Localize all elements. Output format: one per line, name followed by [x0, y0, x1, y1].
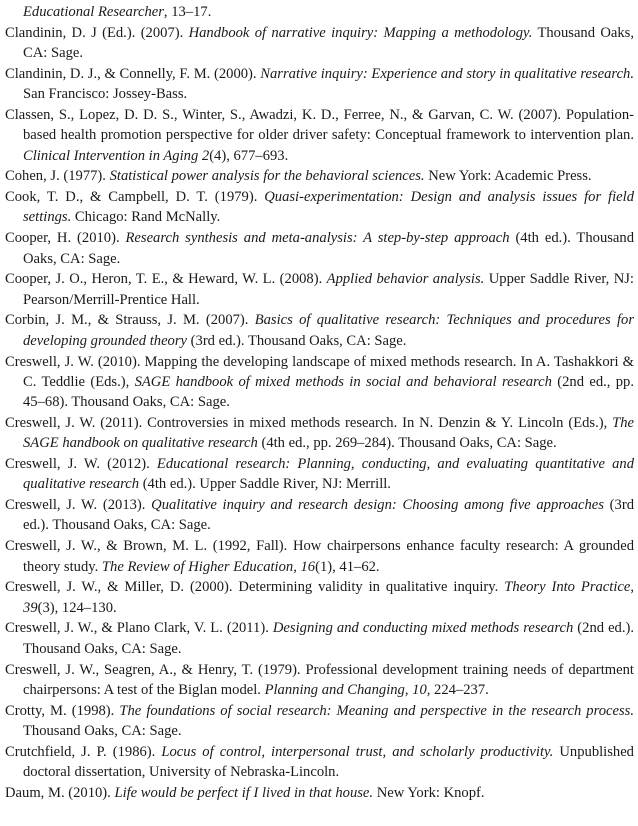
reference-text: Cohen, J. (1977).	[5, 168, 110, 185]
reference-entry	[5, 413, 634, 454]
reference-text: ,	[404, 681, 413, 698]
reference-entry	[5, 166, 634, 186]
reference-title-italic: 10,	[412, 681, 431, 698]
reference-title-italic: 39	[23, 599, 38, 616]
reference-text: Upper Saddle River, NJ: Pearson/Merrill-Prentice Hall.	[23, 271, 634, 308]
reference-title-italic: The foundations of social research: Meaning and perspective in the research process.	[119, 702, 634, 719]
reference-title-italic: Qualitative inquiry and research design: Choosing among five approaches	[151, 497, 604, 514]
reference-entry	[5, 352, 634, 413]
reference-entry	[5, 783, 634, 803]
reference-text: Cooper, J. O., Heron, T. E., & Heward, W. L. (2008).	[5, 271, 327, 288]
reference-text: Thousand Oaks, CA: Sage.	[23, 24, 634, 62]
reference-entry	[5, 742, 634, 783]
reference-text: (4th ed.). Upper Saddle River, NJ: Merrill.	[139, 476, 391, 493]
reference-text: Thousand Oaks, CA: Sage.	[23, 722, 182, 739]
reference-entry-continued	[5, 2, 634, 22]
reference-text: Crutchfield, J. P. (1986).	[5, 743, 162, 760]
reference-entry	[5, 228, 634, 269]
reference-text: Corbin, J. M., & Strauss, J. M. (2007).	[5, 312, 255, 329]
reference-text: Daum, M. (2010).	[5, 784, 115, 801]
reference-list	[5, 2, 634, 803]
reference-text: Cook, T. D., & Campbell, D. T. (1979).	[5, 189, 265, 206]
reference-title-italic: SAGE handbook of mixed methods in social and behavioral research	[134, 373, 552, 390]
reference-title-italic: Clinical Intervention in Aging 2	[23, 147, 210, 164]
reference-entry	[5, 495, 634, 536]
reference-title-italic: The Review of Higher Education, 16	[101, 558, 316, 575]
reference-title-italic: Basics of qualitative research: Techniques and procedures for developing grounded theory	[23, 312, 634, 349]
reference-title-italic: Applied behavior analysis.	[326, 271, 485, 288]
reference-text: San Francisco: Jossey-Bass.	[23, 86, 188, 103]
reference-text: Creswell, J. W., Seagren, A., & Henry, T. (1979). Professional development training needs of department chairpersons: A test of the Biglan model.	[5, 661, 634, 698]
reference-title-italic: Research synthesis and meta-analysis: A step-by-step approach	[125, 230, 510, 247]
reference-text: New York: Knopf.	[373, 784, 485, 801]
reference-entry	[5, 64, 634, 105]
reference-text: Crotty, M. (1998).	[5, 702, 120, 719]
reference-title-italic: Designing and conducting mixed methods research	[272, 620, 574, 637]
reference-title-italic: Educational Researcher	[23, 4, 164, 20]
reference-text: New York: Academic Press.	[424, 168, 592, 185]
reference-entry	[5, 187, 634, 228]
reference-text: Clandinin, D. J (Ed.). (2007).	[5, 24, 189, 41]
reference-text: Cooper, H. (2010).	[5, 230, 126, 247]
reference-text: (1), 41–62.	[315, 558, 380, 575]
reference-text: (3rd ed.). Thousand Oaks, CA: Sage.	[187, 332, 407, 349]
reference-text: Creswell, J. W., & Plano Clark, V. L. (2011).	[5, 620, 273, 637]
reference-title-italic: Statistical power analysis for the behavioral sciences.	[109, 168, 425, 185]
reference-entry	[5, 577, 634, 618]
reference-title-italic: Narrative inquiry: Experience and story in qualitative research.	[260, 65, 634, 82]
reference-text: Unpublished doctoral dissertation, University of Nebraska-Lincoln.	[23, 743, 634, 780]
reference-text: (3rd ed.). Thousand Oaks, CA: Sage.	[23, 497, 634, 534]
reference-text: (4th ed., pp. 269–284). Thousand Oaks, CA: Sage.	[257, 435, 557, 452]
reference-entry	[5, 536, 634, 577]
reference-entry	[5, 105, 634, 166]
reference-entry	[5, 618, 634, 659]
reference-text: Creswell, J. W. (2010). Mapping the developing landscape of mixed methods research. In A. Tashakkori & C. Teddlie (Eds.),	[5, 353, 634, 390]
reference-title-italic: Quasi-experimentation: Design and analysis issues for field settings.	[23, 189, 634, 226]
reference-text: Chicago: Rand McNally.	[71, 209, 221, 226]
reference-text: Creswell, J. W. (2012).	[5, 456, 157, 473]
reference-text: (4th ed.). Thousand Oaks, CA: Sage.	[23, 230, 634, 267]
reference-text: Creswell, J. W., & Miller, D. (2000). Determining validity in qualitative inquiry.	[5, 579, 505, 596]
reference-text: Classen, S., Lopez, D. D. S., Winter, S., Awadzi, K. D., Ferree, N., & Garvan, C. W. (2007). Population-based health promotion perspective for older driver safety: Conceptual framework to intervention plan.	[5, 106, 634, 144]
reference-title-italic: Educational research: Planning, conducting, and evaluating quantitative and qualitative research	[23, 456, 634, 493]
reference-text: (2nd ed., pp. 45–68). Thousand Oaks, CA: Sage.	[23, 373, 634, 411]
reference-entry	[5, 269, 634, 310]
reference-entry	[5, 454, 634, 495]
reference-title-italic: Locus of control, interpersonal trust, and scholarly productivity.	[161, 743, 554, 760]
reference-title-italic: Life would be perfect if I lived in that house.	[114, 784, 374, 801]
reference-text: ,	[630, 579, 634, 596]
reference-text: (2nd ed.). Thousand Oaks, CA: Sage.	[23, 620, 634, 657]
reference-entry	[5, 310, 634, 351]
reference-text: (3), 124–130.	[37, 599, 117, 616]
reference-title-italic: The SAGE handbook on qualitative research	[23, 414, 634, 452]
reference-text: 224–237.	[430, 681, 489, 698]
reference-title-italic: Handbook of narrative inquiry: Mapping a methodology.	[188, 24, 533, 41]
reference-entry	[5, 660, 634, 701]
reference-entry	[5, 23, 634, 64]
reference-entry	[5, 701, 634, 742]
reference-text: , 13–17.	[163, 4, 212, 20]
reference-text: Clandinin, D. J., & Connelly, F. M. (2000).	[5, 65, 261, 82]
reference-text: Creswell, J. W. (2013).	[5, 497, 152, 514]
reference-title-italic: Theory Into Practice	[504, 579, 631, 596]
reference-text: Creswell, J. W., & Brown, M. L. (1992, Fall). How chairpersons enhance faculty research: A grounded theory study.	[5, 538, 634, 575]
reference-text: Creswell, J. W. (2011). Controversies in mixed methods research. In N. Denzin & Y. Lincoln (Eds.),	[5, 414, 613, 431]
reference-text: (4), 677–693.	[209, 147, 289, 164]
reference-title-italic: Planning and Changing	[264, 681, 405, 698]
